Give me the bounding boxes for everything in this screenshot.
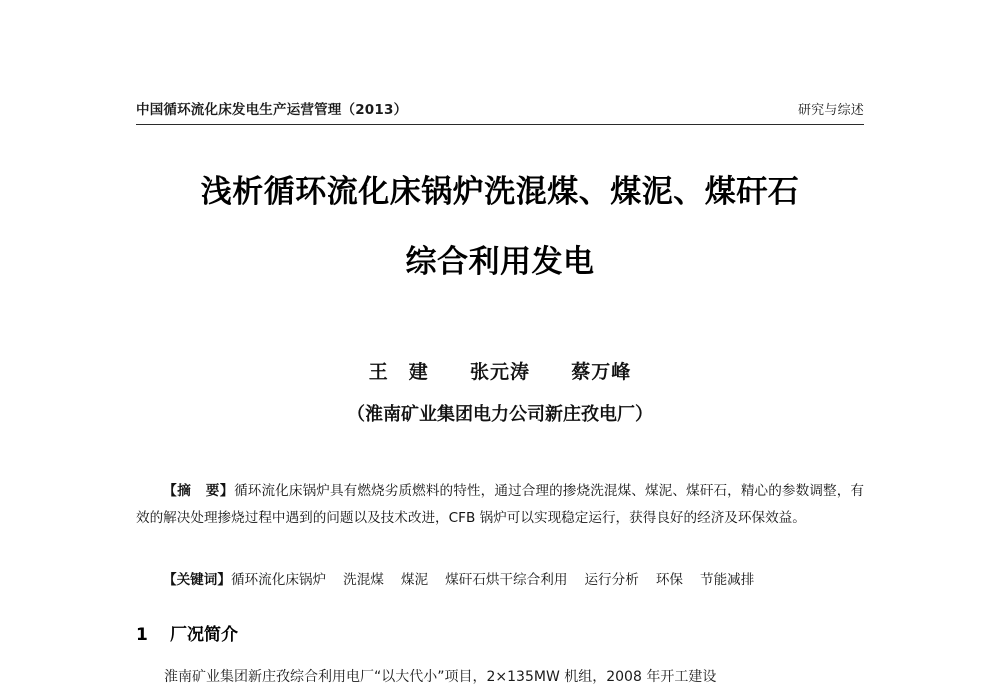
keyword-item: 煤矸石烘干综合利用 [445,572,568,588]
abstract-text: 循环流化床锅炉具有燃烧劣质燃料的特性，通过合理的掺烧洗混煤、煤泥、煤矸石，精心的参数调整，有效的解决处理掺烧过程中遇到的问题以及技术改进，CFB 锅炉可以实现稳定运行，获得良好的经济及环保效益。 [136,483,865,526]
keyword-item: 运行分析 [584,572,639,588]
keywords-block [136,568,864,594]
article-title [136,168,864,286]
keyword-item: 节能减排 [700,572,755,588]
section-number: 1 [136,625,148,645]
keyword-item: 洗混煤 [343,572,384,588]
header-divider [136,124,864,125]
keyword-item: 煤泥 [400,572,429,588]
abstract-label: 【摘 要】 [163,483,235,499]
keyword-item: 环保 [655,572,683,588]
keyword-item: 循环流化床锅炉 [230,572,327,588]
keywords-label: 【关键词】 [163,572,231,588]
running-header [136,98,864,118]
section-heading [136,620,864,645]
author-name-3: 蔡万峰 [571,361,632,383]
article-title-line-2: 综合利用发电 [405,244,595,281]
author-list [136,357,864,384]
author-affiliation: （淮南矿业集团电力公司新庄孜电厂） [347,404,653,425]
section-title: 厂况简介 [170,625,238,645]
section-paragraph [136,664,864,691]
running-header-right: 研究与综述 [797,103,864,118]
paragraph-text: 淮南矿业集团新庄孜综合利用电厂“以大代小”项目，2×135MW 机组，2008 年开工建设 [164,669,717,685]
page-content [136,0,865,685]
author-name-2: 张元涛 [469,361,530,383]
abstract-block [136,478,864,531]
running-header-left: 中国循环流化床发电生产运营管理（2013） [136,102,408,118]
article-title-line-1: 浅析循环流化床锅炉洗混煤、煤泥、煤矸石 [200,174,800,210]
author-name-1: 王 建 [368,361,429,383]
